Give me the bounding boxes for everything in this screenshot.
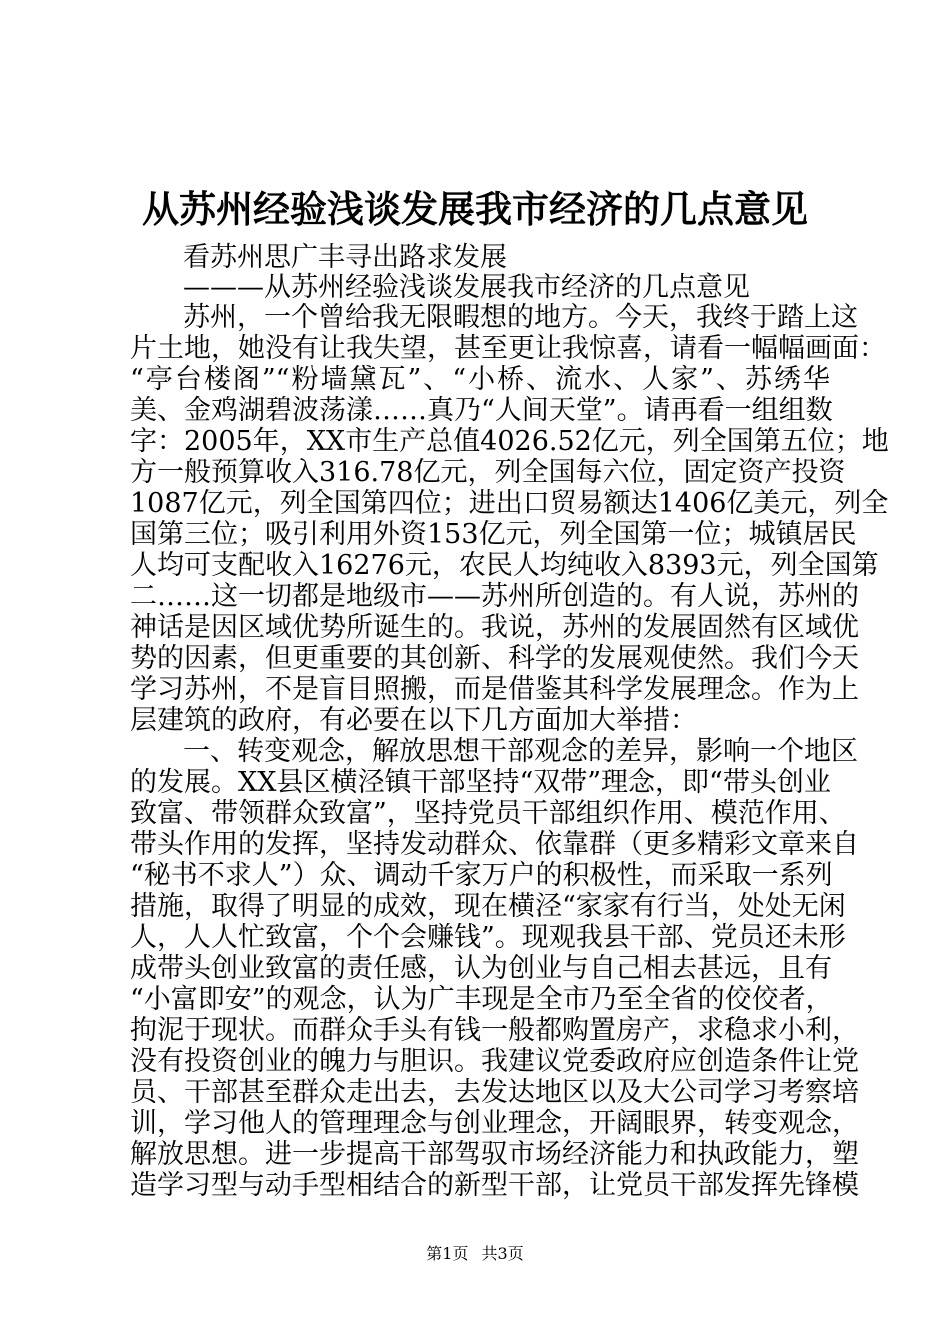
page-footer [0,1243,950,1265]
page-number: 第1页 [426,1244,469,1263]
paragraph-line: 员、干部甚至群众走出去，去发达地区以及大公司学习考察培 [130,1077,859,1108]
paragraph-line: 势的因素，但更重要的其创新、科学的发展观使然。我们今天 [130,643,859,674]
paragraph-line: 一、转变观念，解放思想干部观念的差异，影响一个地区 [183,736,858,767]
paragraph-line: “小富即安”的观念，认为广丰现是全市乃至全省的佼佼者， [130,984,833,1015]
paragraph-line: 造学习型与动手型相结合的新型干部，让党员干部发挥先锋模 [130,1170,859,1201]
paragraph-line: 措施，取得了明显的成效，现在横泾“家家有行当，处处无闲 [130,891,846,922]
paragraph-line: 的发展。XX县区横泾镇干部坚持“双带”理念，即“带头创业 [130,767,831,798]
paragraph-line: 二……这一切都是地级市——苏州所创造的。有人说，苏州的 [130,581,859,612]
paragraph-line: 国第三位；吸引利用外资153亿元，列全国第一位；城镇居民 [130,519,857,550]
paragraph-line: 学习苏州，不是盲目照搬，而是借鉴其科学发展理念。作为上 [130,674,859,705]
paragraph-line: 片土地，她没有让我失望，甚至更让我惊喜，请看一幅幅画面： [130,333,886,364]
paragraph-line: 字：2005年，XX市生产总值4026.52亿元，列全国第五位；地 [130,426,889,457]
paragraph-line: 1087亿元，列全国第四位；进出口贸易额达1406亿美元，列全 [130,488,889,519]
paragraph-line: “亭台楼阁”“粉墙黛瓦”、“小桥、流水、人家”、苏绣华 [130,364,830,395]
paragraph-line: 美、金鸡湖碧波荡漾……真乃“人间天堂”。请再看一组组数 [130,395,833,426]
paragraph-line: 带头作用的发挥，坚持发动群众、依靠群（更多精彩文章来自 [130,829,859,860]
page-total: 共3页 [481,1244,524,1263]
paragraph-line: 方一般预算收入316.78亿元，列全国每六位，固定资产投资 [130,457,846,488]
paragraph-line: 没有投资创业的魄力与胆识。我建议党委政府应创造条件让党 [130,1046,859,1077]
subtitle: 看苏州思广丰寻出路求发展 [183,242,507,273]
document-title: 从苏州经验浅谈发展我市经济的几点意见 [142,187,808,231]
paragraph-line: “秘书不求人”）众、调动千家万户的积极性，而采取一系列 [130,860,833,891]
paragraph-line: 人，人人忙致富，个个会赚钱”。现观我县干部、党员还未形 [130,922,846,953]
paragraph-line: 成带头创业致富的责任感，认为创业与自己相去甚远，且有 [130,953,832,984]
paragraph-line: 苏州，一个曾给我无限暇想的地方。今天，我终于踏上这 [183,302,858,333]
paragraph-line: 神话是因区域优势所诞生的。我说，苏州的发展固然有区域优 [130,612,859,643]
paragraph-line: 层建筑的政府，有必要在以下几方面加大举措： [130,705,697,736]
subtitle-2: ———从苏州经验浅谈发展我市经济的几点意见 [183,272,750,303]
paragraph-line: 解放思想。进一步提高干部驾驭市场经济能力和执政能力，塑 [130,1139,859,1170]
paragraph-line: 致富、带领群众致富”，坚持党员干部组织作用、模范作用、 [130,798,846,829]
paragraph-line: 拘泥于现状。而群众手头有钱一般都购置房产，求稳求小利， [130,1015,859,1046]
paragraph-line: 人均可支配收入16276元，农民人均纯收入8393元，列全国第 [130,550,879,581]
paragraph-line: 训，学习他人的管理理念与创业理念，开阔眼界，转变观念， [130,1108,859,1139]
